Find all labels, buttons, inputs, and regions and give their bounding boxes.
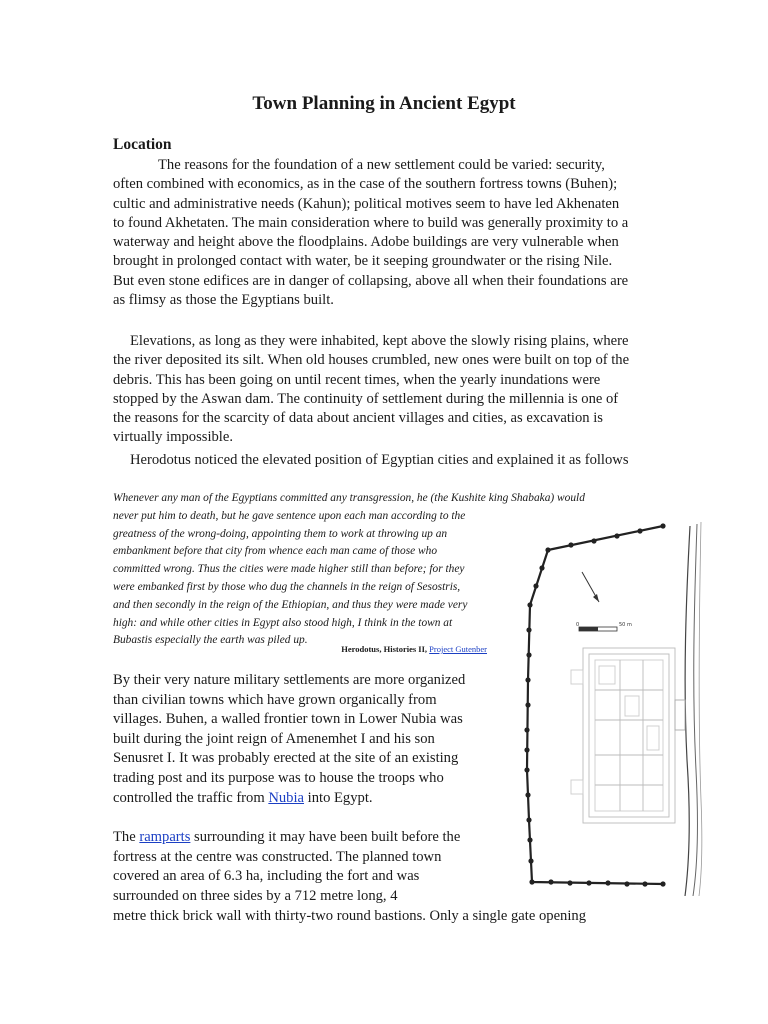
para-5-text-b: surrounding it may have been built before the fortress at the centre was constructed. The planned town covered an area of 6.3 ha, including the fort and was surrounded on three sides by a 712 metre long, 4 <box>113 829 461 904</box>
north-arrow-icon <box>582 572 599 602</box>
plan-scale-zero: 0 <box>576 622 580 628</box>
plan-scale-label: 50 m <box>619 622 632 628</box>
quote-first-line: Whenever any man of the Egyptians committed any transgression, he (the Kushite king Shabaka) would <box>113 492 585 504</box>
paragraph-ramparts <box>113 828 478 906</box>
buhen-site-plan-illustration <box>515 520 720 896</box>
para-4-text-a: By their very nature military settlements are more organized than civilian towns which have grown organically from villages. Buhen, a walled frontier town in Lower Nubia was built during the joint reign of Amenemhet I and his son Senusret I. It was probably erected at the site of an existing trading post and its purpose was to house the troops who controlled the traffic from <box>113 672 466 806</box>
page-title: Town Planning in Ancient Egypt <box>252 93 516 114</box>
paragraph-herodotus-intro: Herodotus noticed the elevated position of Egyptian cities and explained it as follows <box>130 452 629 468</box>
fortress-plan <box>571 648 685 823</box>
ramparts-link[interactable]: ramparts <box>139 829 191 845</box>
paragraph-foundation-reasons: The reasons for the foundation of a new settlement could be varied: security, often combined with economics, as in the case of the southern fortress towns (Buhen); cultic and administrative needs (Kahun); political motives seem to have led Akhenaten to found Akhetaten. The main consideration where to build was generally proximity to a waterway and height above the floodplains. Adobe buildings are very vulnerable when brought in prolonged contact with water, be it seeping groundwater or the rising Nile. But even stone edifices are in danger of collapsing, above all when their foundations are as flimsy as those the Egyptians built. <box>113 157 629 309</box>
para-4-text-b: into Egypt. <box>304 789 373 806</box>
paragraph-elevations: Elevations, as long as they were inhabited, kept above the slowly rising plains, where the river deposited its silt. When old houses crumbled, new ones were built on top of the debris. This has been going on until recent times, when the yearly inundations were stopped by the Aswan dam. The continuity of settlement during the millennia is one of the reasons for the scarcity of data about ancient villages and cities, as excavation is virtually impossible. <box>113 333 630 446</box>
project-gutenberg-link[interactable]: Project Gutenber <box>429 644 487 654</box>
plan-scale-bar <box>576 622 632 631</box>
section-heading-location: Location <box>113 136 172 153</box>
citation-text: Herodotus, Histories II, <box>341 644 430 654</box>
paragraph-military-settlements <box>113 671 478 808</box>
nubia-link[interactable]: Nubia <box>268 789 305 806</box>
paragraph-ramparts-continued: metre thick brick wall with thirty-two round bastions. Only a single gate opening <box>113 908 586 924</box>
quote-citation <box>290 644 487 654</box>
para-5-text-a: The <box>113 829 140 845</box>
quote-body: never put him to death, but he gave sentence upon each man according to the greatness of the wrong-doing, appointing them to work at throwing up an embankment before that city from whence each man came of those who committed wrong. Thus the cities were made higher still than before; for they were embanked first by those who dug the channels in the reign of Sesostris, and then secondly in the reign of the Ethiopian, and thus they were made very high: and while other cities in Egypt also stood high, I think in the town at Bubastis especially the earth was piled up. <box>113 509 468 647</box>
